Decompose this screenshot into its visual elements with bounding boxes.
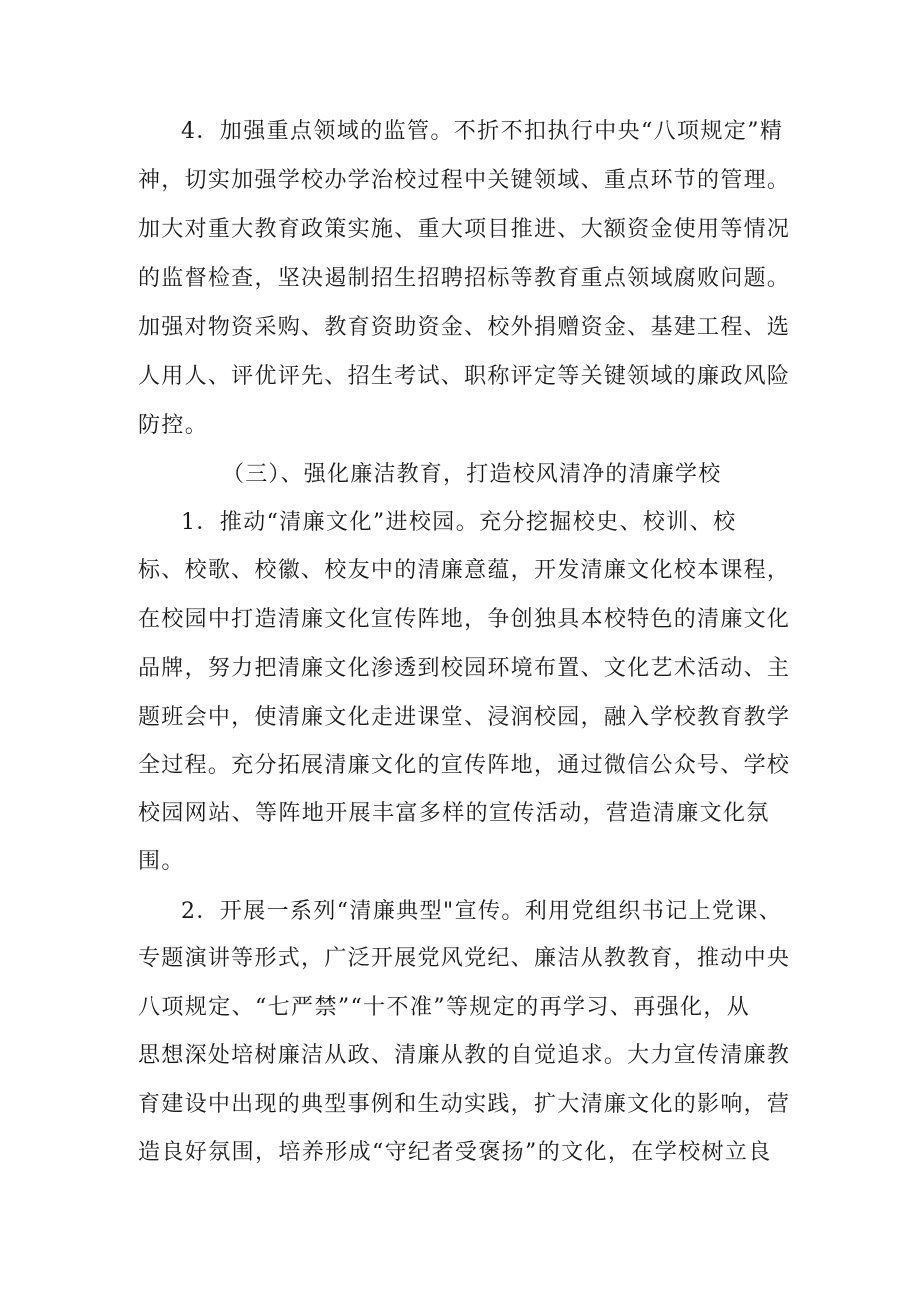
paragraph-line: 育建设中出现的典型事例和生动实践，扩大清廉文化的影响，营 [138, 1092, 791, 1117]
paragraph-line: 4．加强重点领域的监管。不折不扣执行中央“八项规定”精 [181, 119, 784, 144]
paragraph-line: 加强对物资采购、教育资助资金、校外捐赠资金、基建工程、选 [138, 315, 791, 340]
paragraph-line: 神，切实加强学校办学治校过程中关键领域、重点环节的管理。 [138, 168, 791, 193]
paragraph-line: 校园网站、等阵地开展丰富多样的宣传活动，营造清廉文化氛 [138, 801, 770, 826]
section-heading: （三）、强化廉洁教育，打造校风清净的清廉学校 [222, 462, 722, 487]
paragraph-line: 专题演讲等形式，广泛开展党风党纪、廉洁从教教育，推动中央 [138, 946, 791, 971]
paragraph-line: 品牌，努力把清廉文化渗透到校园环境布置、文化艺术活动、主 [138, 656, 791, 681]
paragraph-line: 全过程。充分拓展清廉文化的宣传阵地，通过微信公众号、学校 [138, 753, 791, 778]
paragraph-line: 围。 [138, 849, 185, 874]
paragraph-line: 八项规定、“七严禁”“十不准”等规定的再学习、再强化，从 [138, 995, 751, 1020]
paragraph-line: 防控。 [138, 413, 209, 438]
paragraph-line: 2．开展一系列“清廉典型"宣传。利用党组织书记上党课、 [181, 899, 783, 924]
paragraph-line: 在校园中打造清廉文化宣传阵地，争创独具本校特色的清廉文化 [138, 607, 791, 632]
paragraph-line: 人用人、评优评先、招生考试、职称评定等关键领域的廉政风险 [138, 364, 791, 389]
paragraph-line: 的监督检查，坚决遏制招生招聘招标等教育重点领域腐败问题。 [138, 266, 791, 291]
paragraph-line: 1．推动“清廉文化”进校园。充分挖掘校史、校训、校 [181, 510, 737, 535]
paragraph-line: 标、校歌、校徽、校友中的清廉意蕴，开发清廉文化校本课程， [138, 558, 791, 583]
paragraph-line: 题班会中，使清廉文化走进课堂、浸润校园，融入学校教育教学 [138, 705, 791, 730]
paragraph-line: 思想深处培树廉洁从政、清廉从教的自觉追求。大力宣传清廉教 [138, 1043, 791, 1068]
paragraph-line: 加大对重大教育政策实施、重大项目推进、大额资金使用等情况 [138, 217, 791, 242]
paragraph-line: 造良好氛围，培养形成“守纪者受褒扬”的文化，在学校树立良 [138, 1140, 772, 1165]
